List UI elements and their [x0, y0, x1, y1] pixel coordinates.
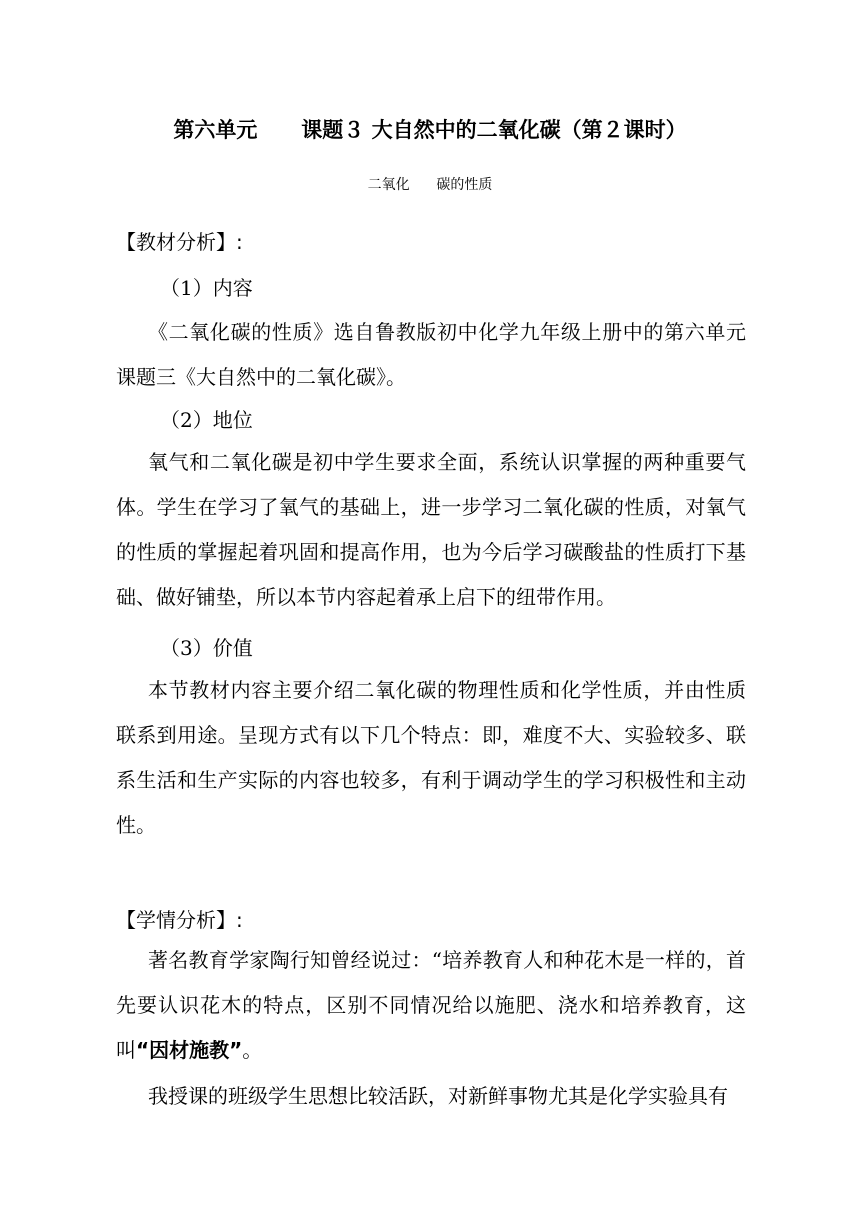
paragraph-learner-class: 我授课的班级学生思想比较活跃，对新鲜事物尤其是化学实验具有 [148, 1084, 728, 1108]
section-heading-textbook-analysis: 【教材分析】: [116, 230, 243, 254]
document-title: 第六单元 课题３ 大自然中的二氧化碳（第２课时） [173, 118, 687, 142]
subheading-position: （2）地位 [160, 408, 253, 432]
document-subtitle: 二氧化 碳的性质 [367, 177, 493, 193]
paragraph-content: 《二氧化碳的性质》选自鲁教版初中化学九年级上册中的第六单元课题三《大自然中的二氧化碳》。 [116, 320, 746, 389]
paragraph-position: 氧气和二氧化碳是初中学生要求全面，系统认识掌握的两种重要气体。学生在学习了氧气的基础上，进一步学习二氧化碳的性质，对氧气的性质的掌握起着巩固和提高作用，也为今后学习碳酸盐的性质打下基础、做好铺垫，所以本节内容起着承上启下的纽带作用。 [116, 450, 746, 609]
paragraph-value: 本节教材内容主要介绍二氧化碳的物理性质和化学性质，并由性质联系到用途。呈现方式有以下几个特点：即，难度不大、实验较多、联系生活和生产实际的内容也较多，有利于调动学生的学习积极性和主动性。 [116, 678, 746, 837]
subheading-content: （1）内容 [160, 276, 253, 300]
quote-end: 。 [242, 1038, 263, 1062]
quote-text: 著名教育学家陶行知曾经说过：“培养教育人和种花木是一样的，首先要认识花木的特点，区别不同情况给以施肥、浇水和培养教育，这叫 [116, 948, 746, 1062]
section-heading-learner-analysis: 【学情分析】: [116, 908, 243, 932]
subheading-value: （3）价值 [160, 636, 253, 660]
paragraph-learner-quote [116, 938, 746, 1073]
quote-emphasis: “因材施教” [136, 1038, 243, 1062]
